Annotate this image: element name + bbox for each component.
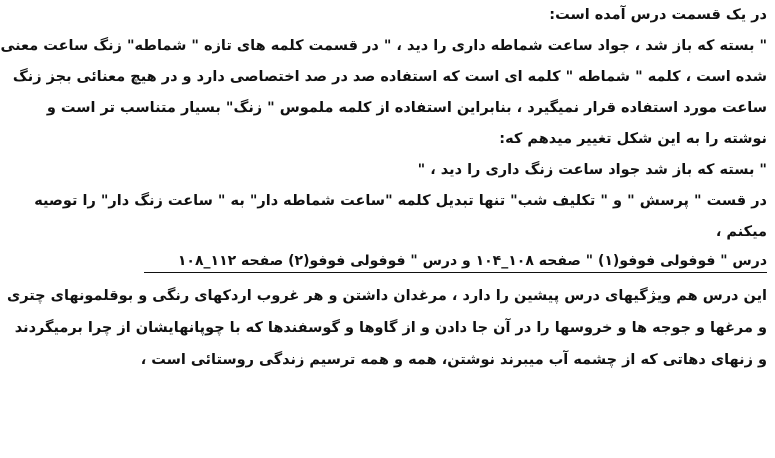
section-heading: درس " فوفولی فوفو(۱) " صفحه ۱۰۸_۱۰۴ و درس " فوفولی فوفو(۲) صفحه ۱۱۲_۱۰۸ bbox=[144, 251, 767, 273]
body-line-2: شده است ، کلمه " شماطه " کلمه ای است که استفاده صد در صد اختصاصی دارد و در هیچ معنائی بجز زنگ bbox=[12, 69, 767, 85]
body-line-3: ساعت مورد استفاده قرار نمیگیرد ، بنابراین استفاده از کلمه ملموس " زنگ" بسیار متناسب تر است و bbox=[46, 100, 767, 116]
document-page bbox=[0, 6, 767, 369]
section-body-line-2: و مرغها و جوجه ها و خروسها را در آن جا دادن و از گاوها و گوسفندها که با چوپانهایشان از چرا برمیگردند bbox=[14, 320, 767, 336]
revised-quote-line: " بسته که باز شد جواد ساعت زنگ داری را دید ، " bbox=[417, 162, 767, 178]
body-line-7: میکنم ، bbox=[715, 224, 767, 240]
section-body-line-1: این درس هم ویژگیهای درس پیشین را دارد ، مرغدان داشتن و هر غروب اردکهای رنگی و بوقلمونهای چتری bbox=[6, 288, 767, 304]
quote-line-1: " بسته که باز شد ، جواد ساعت شماطه داری را دید ، " در قسمت کلمه های تازه " شماطه" زنگ ساعت معنی bbox=[0, 38, 767, 54]
body-line-4: نوشته را به این شکل تغییر میدهم که: bbox=[499, 131, 767, 147]
intro-line: در یک قسمت درس آمده است: bbox=[549, 7, 767, 23]
section-body-line-3: و زنهای دهاتی که از چشمه آب میبرند نوشتن، همه و همه ترسیم زندگی روستائی است ، bbox=[140, 352, 767, 368]
body-line-6: در قست " پرسش " و " تکلیف شب" تنها تبدیل کلمه "ساعت شماطه دار" به " ساعت زنگ دار" را توصیه bbox=[34, 193, 767, 209]
